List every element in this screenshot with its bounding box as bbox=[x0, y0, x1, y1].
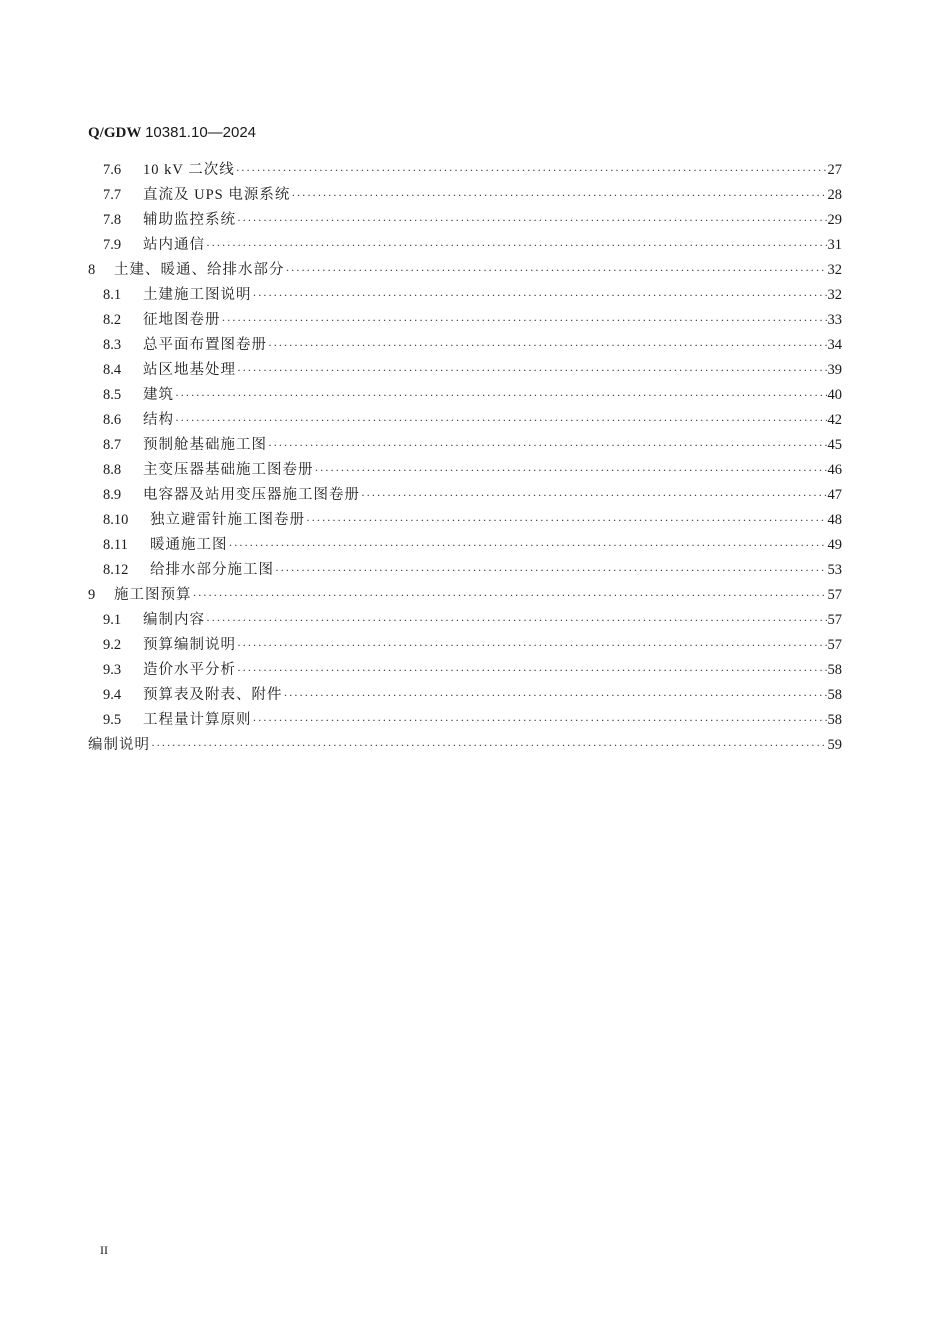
toc-page: 34 bbox=[827, 337, 842, 353]
toc-title: 站内通信 bbox=[143, 237, 205, 253]
leader-dots bbox=[284, 683, 827, 708]
toc-entry-8-2[interactable] bbox=[88, 308, 842, 333]
toc-page: 40 bbox=[827, 387, 842, 403]
leader-dots bbox=[151, 733, 827, 758]
toc-number: 7.9 bbox=[103, 237, 122, 253]
leader-dots bbox=[237, 358, 827, 383]
table-of-contents bbox=[88, 158, 842, 758]
leader-dots bbox=[291, 183, 826, 208]
toc-entry-7-9[interactable] bbox=[88, 233, 842, 258]
toc-page: 49 bbox=[827, 537, 842, 553]
toc-number: 9 bbox=[88, 587, 96, 603]
toc-number: 8.1 bbox=[103, 287, 122, 303]
toc-entry-8-3[interactable] bbox=[88, 333, 842, 358]
toc-title: 结构 bbox=[143, 412, 174, 428]
leader-dots bbox=[193, 583, 827, 608]
toc-page: 57 bbox=[827, 637, 842, 653]
leader-dots bbox=[275, 558, 827, 583]
toc-page: 57 bbox=[827, 612, 842, 628]
toc-number: 7.6 bbox=[103, 162, 122, 178]
leader-dots bbox=[237, 208, 827, 233]
toc-title: 造价水平分析 bbox=[143, 662, 236, 678]
toc-page: 28 bbox=[827, 187, 842, 203]
standard-number: 10381.10—2024 bbox=[145, 124, 257, 141]
toc-number: 8 bbox=[88, 262, 96, 278]
toc-page: 31 bbox=[827, 237, 842, 253]
toc-title: 独立避雷针施工图卷册 bbox=[150, 512, 305, 528]
toc-entry-9-2[interactable] bbox=[88, 633, 842, 658]
toc-number: 9.4 bbox=[103, 687, 122, 703]
toc-entry-8-1[interactable] bbox=[88, 283, 842, 308]
document-header bbox=[88, 124, 256, 142]
toc-number: 8.2 bbox=[103, 312, 122, 328]
toc-number: 9.1 bbox=[103, 612, 122, 628]
leader-dots bbox=[237, 658, 827, 683]
toc-number: 8.11 bbox=[103, 537, 128, 553]
toc-number: 7.8 bbox=[103, 212, 122, 228]
toc-title: 给排水部分施工图 bbox=[150, 562, 274, 578]
toc-entry-8-10[interactable] bbox=[88, 508, 842, 533]
toc-entry-8-4[interactable] bbox=[88, 358, 842, 383]
toc-title: 辅助监控系统 bbox=[143, 212, 236, 228]
toc-number: 8.8 bbox=[103, 462, 122, 478]
leader-dots bbox=[237, 633, 827, 658]
toc-entry-9-4[interactable] bbox=[88, 683, 842, 708]
leader-dots bbox=[175, 408, 827, 433]
toc-number: 8.4 bbox=[103, 362, 122, 378]
leader-dots bbox=[286, 258, 827, 283]
toc-page: 42 bbox=[827, 412, 842, 428]
leader-dots bbox=[175, 383, 827, 408]
toc-entry-8[interactable] bbox=[88, 258, 842, 283]
toc-title: 直流及 UPS 电源系统 bbox=[143, 187, 291, 203]
toc-title: 施工图预算 bbox=[114, 587, 192, 603]
toc-page: 39 bbox=[827, 362, 842, 378]
toc-entry-9-5[interactable] bbox=[88, 708, 842, 733]
toc-title: 征地图卷册 bbox=[143, 312, 221, 328]
toc-page: 32 bbox=[827, 262, 842, 278]
toc-title: 土建施工图说明 bbox=[143, 287, 252, 303]
toc-page: 48 bbox=[827, 512, 842, 528]
toc-page: 58 bbox=[827, 662, 842, 678]
leader-dots bbox=[268, 433, 827, 458]
toc-title: 预算表及附表、附件 bbox=[143, 687, 283, 703]
leader-dots bbox=[222, 308, 827, 333]
leader-dots bbox=[229, 533, 827, 558]
toc-entry-8-7[interactable] bbox=[88, 433, 842, 458]
toc-entry-9-1[interactable] bbox=[88, 608, 842, 633]
toc-title: 编制说明 bbox=[88, 737, 150, 753]
toc-number: 8.7 bbox=[103, 437, 122, 453]
toc-title: 主变压器基础施工图卷册 bbox=[143, 462, 314, 478]
toc-page: 46 bbox=[827, 462, 842, 478]
leader-dots bbox=[206, 233, 827, 258]
toc-entry-8-8[interactable] bbox=[88, 458, 842, 483]
toc-page: 27 bbox=[827, 162, 842, 178]
toc-title: 工程量计算原则 bbox=[143, 712, 252, 728]
toc-number: 8.6 bbox=[103, 412, 122, 428]
toc-entry-7-8[interactable] bbox=[88, 208, 842, 233]
toc-entry-9-3[interactable] bbox=[88, 658, 842, 683]
toc-title: 电容器及站用变压器施工图卷册 bbox=[143, 487, 360, 503]
toc-title: 暖通施工图 bbox=[150, 537, 228, 553]
toc-number: 9.2 bbox=[103, 637, 122, 653]
toc-title: 预算编制说明 bbox=[143, 637, 236, 653]
page-number: II bbox=[100, 1243, 108, 1257]
toc-entry-7-6[interactable] bbox=[88, 158, 842, 183]
toc-number: 9.5 bbox=[103, 712, 122, 728]
toc-title: 站区地基处理 bbox=[143, 362, 236, 378]
toc-number: 8.9 bbox=[103, 487, 122, 503]
toc-entry-compilation-notes[interactable] bbox=[88, 733, 842, 758]
leader-dots bbox=[361, 483, 827, 508]
toc-number: 8.10 bbox=[103, 512, 129, 528]
toc-number: 7.7 bbox=[103, 187, 122, 203]
toc-entry-8-12[interactable] bbox=[88, 558, 842, 583]
toc-number: 8.12 bbox=[103, 562, 129, 578]
leader-dots bbox=[306, 508, 827, 533]
toc-entry-9[interactable] bbox=[88, 583, 842, 608]
toc-title: 编制内容 bbox=[143, 612, 205, 628]
toc-page: 57 bbox=[827, 587, 842, 603]
toc-title: 10 kV 二次线 bbox=[143, 162, 235, 178]
leader-dots bbox=[268, 333, 827, 358]
toc-title: 土建、暖通、给排水部分 bbox=[114, 262, 285, 278]
toc-page: 58 bbox=[827, 687, 842, 703]
toc-page: 47 bbox=[827, 487, 842, 503]
leader-dots bbox=[315, 458, 827, 483]
toc-title: 建筑 bbox=[143, 387, 174, 403]
toc-page: 58 bbox=[827, 712, 842, 728]
toc-page: 59 bbox=[827, 737, 842, 753]
toc-number: 8.3 bbox=[103, 337, 122, 353]
toc-title: 预制舱基础施工图 bbox=[143, 437, 267, 453]
toc-number: 8.5 bbox=[103, 387, 122, 403]
toc-entry-8-5[interactable] bbox=[88, 383, 842, 408]
toc-page: 45 bbox=[827, 437, 842, 453]
toc-entry-8-11[interactable] bbox=[88, 533, 842, 558]
toc-page: 29 bbox=[827, 212, 842, 228]
toc-entry-8-9[interactable] bbox=[88, 483, 842, 508]
leader-dots bbox=[253, 708, 827, 733]
toc-entry-7-7[interactable] bbox=[88, 183, 842, 208]
leader-dots bbox=[253, 283, 827, 308]
toc-page: 32 bbox=[827, 287, 842, 303]
leader-dots bbox=[206, 608, 827, 633]
toc-page: 33 bbox=[827, 312, 842, 328]
toc-number: 9.3 bbox=[103, 662, 122, 678]
leader-dots bbox=[236, 158, 827, 183]
standard-prefix: Q/GDW bbox=[88, 125, 142, 141]
toc-title: 总平面布置图卷册 bbox=[143, 337, 267, 353]
toc-entry-8-6[interactable] bbox=[88, 408, 842, 433]
toc-page: 53 bbox=[827, 562, 842, 578]
